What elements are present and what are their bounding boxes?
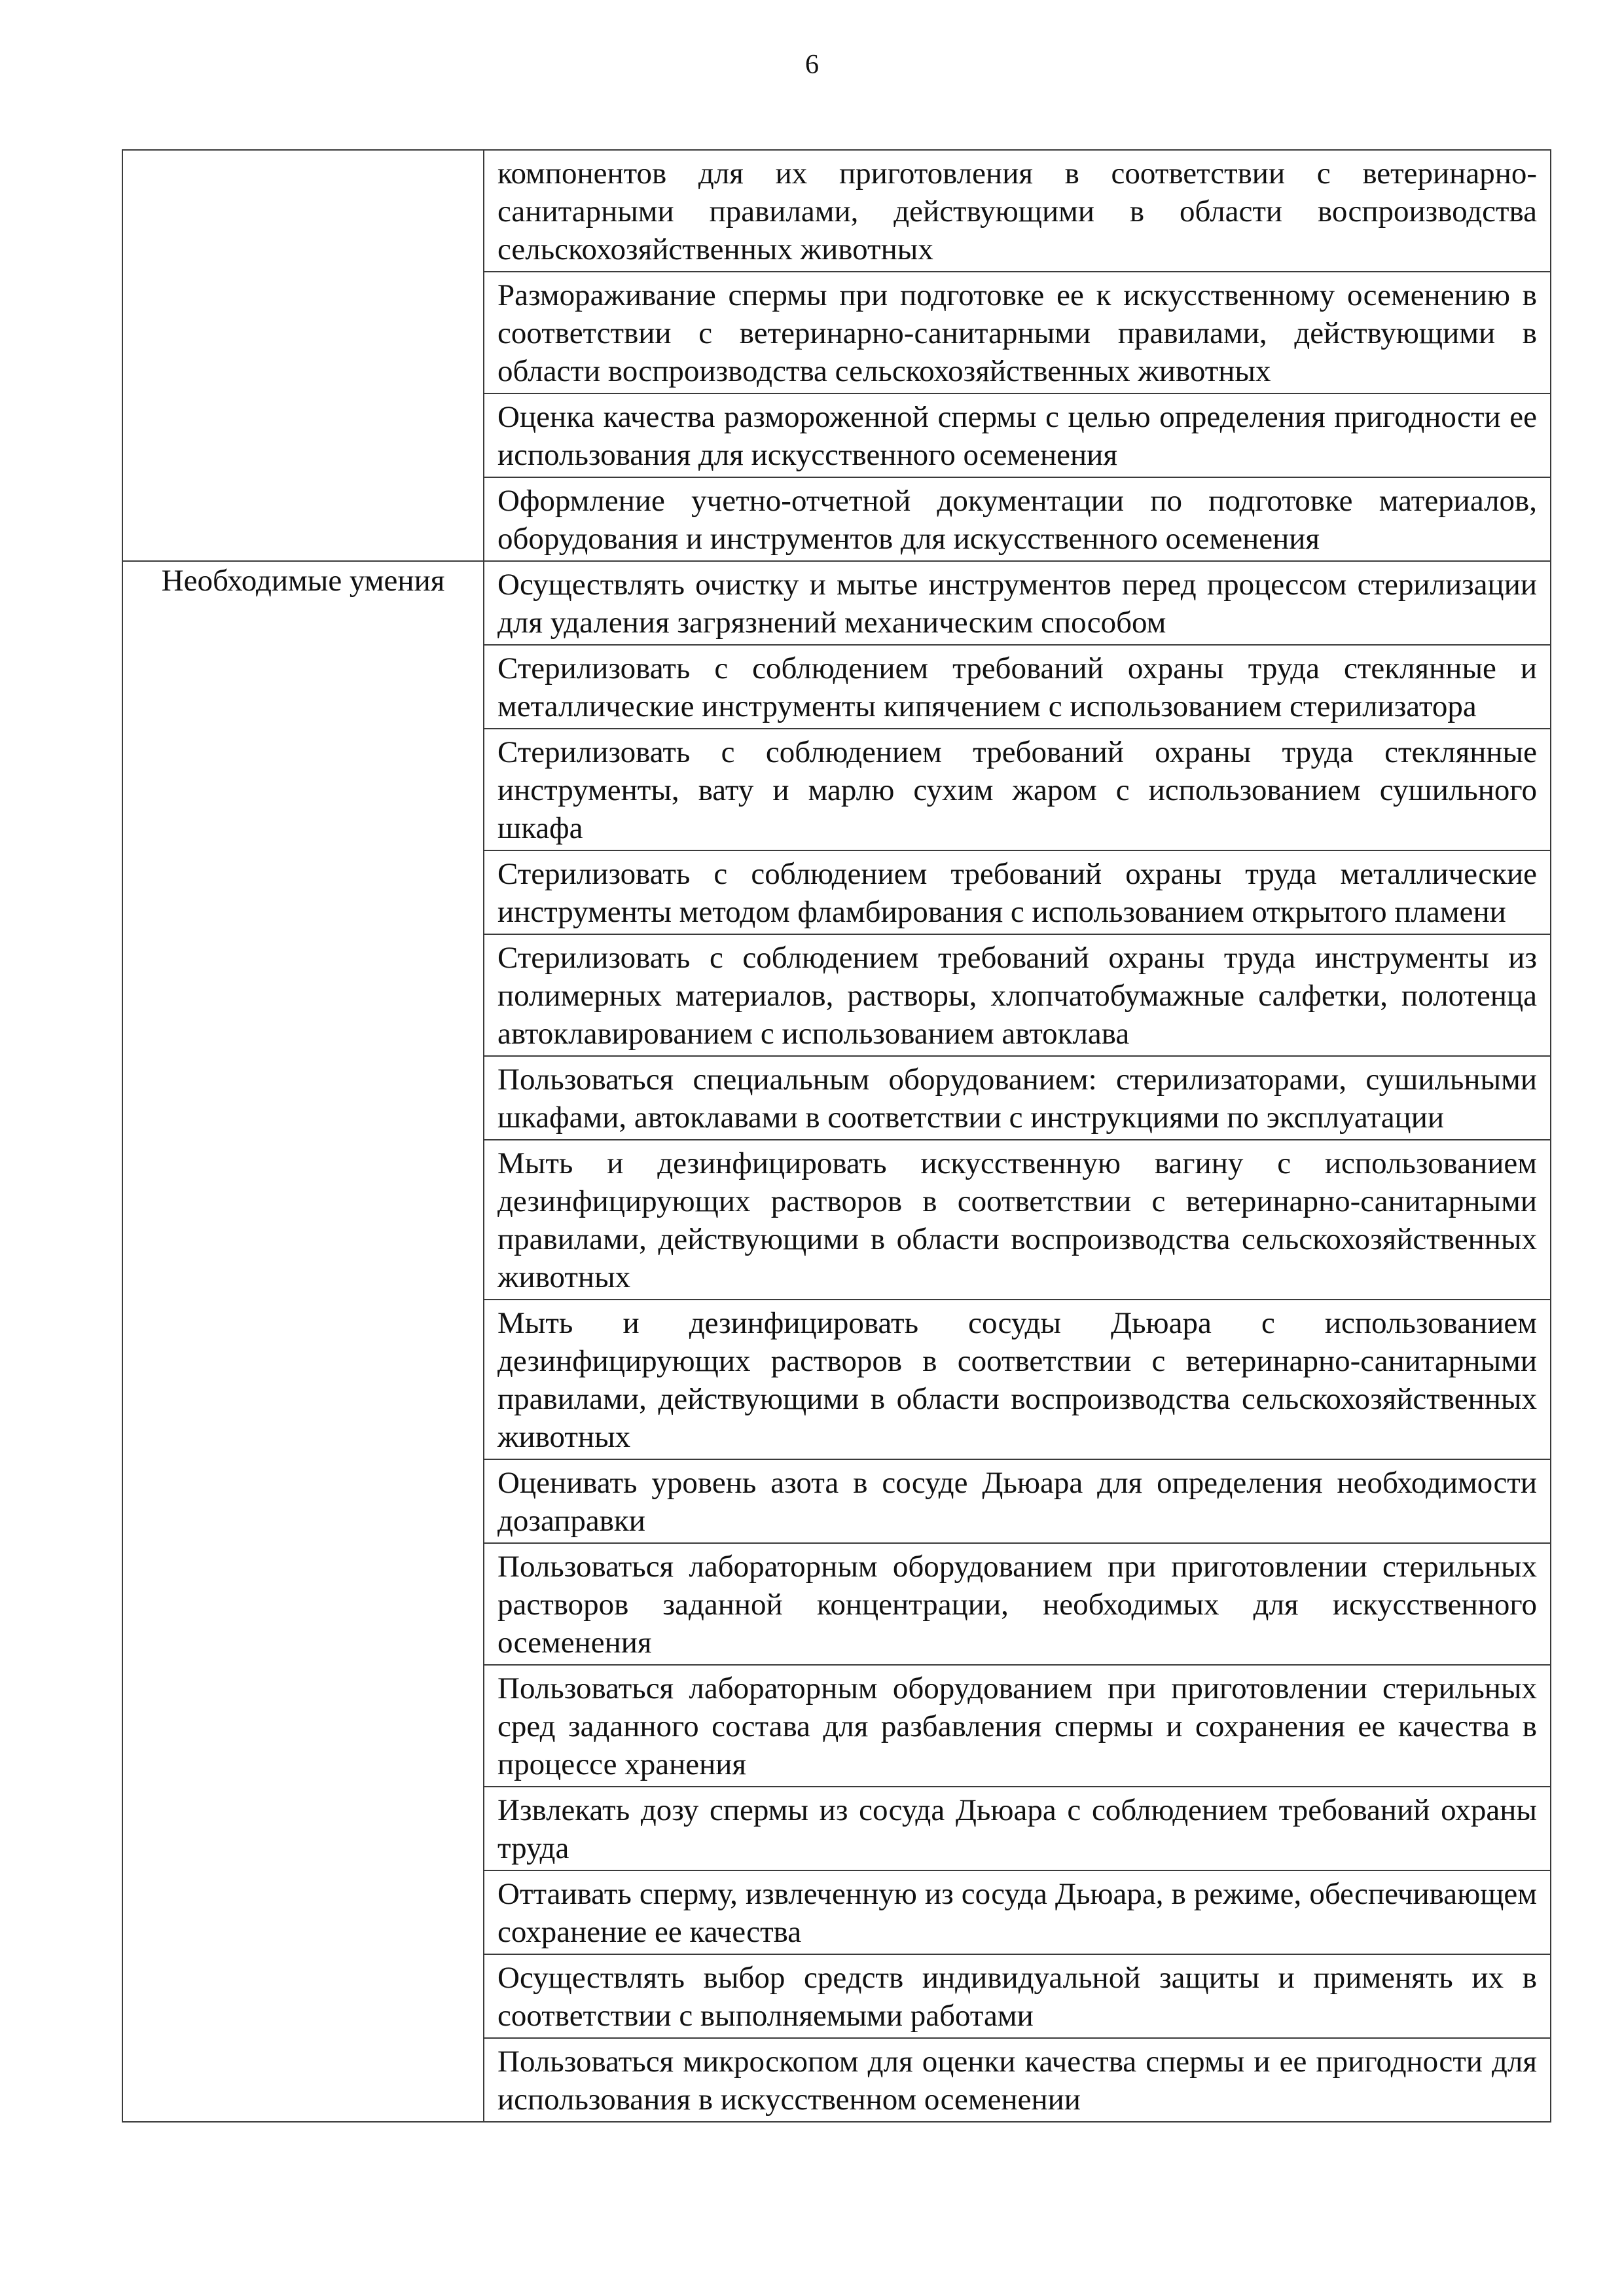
table-cell-text: компонентов для их приготовления в соответствии с ветеринарно-санитарными правилами, действующими в области воспроизводства сельскохозяйственных животных xyxy=(484,150,1551,272)
table-cell-text: Стерилизовать с соблюдением требований охраны труда металлические инструменты методом фламбирования с использованием открытого пламени xyxy=(484,850,1551,934)
table-row xyxy=(122,150,1551,272)
table-cell-text: Оценивать уровень азота в сосуде Дьюара для определения необходимости дозаправки xyxy=(484,1459,1551,1543)
table-cell-text: Пользоваться микроскопом для оценки качества спермы и ее пригодности для использования в искусственном осеменении xyxy=(484,2038,1551,2122)
table-cell-text: Стерилизовать с соблюдением требований охраны труда инструменты из полимерных материалов, растворы, хлопчатобумажные салфетки, полотенца автоклавированием с использованием автоклава xyxy=(484,934,1551,1056)
requirements-table xyxy=(122,149,1551,2123)
table-cell-text: Осуществлять очистку и мытье инструментов перед процессом стерилизации для удаления загрязнений механическим способом xyxy=(484,561,1551,645)
table-cell-text: Осуществлять выбор средств индивидуальной защиты и применять их в соответствии с выполняемыми работами xyxy=(484,1954,1551,2038)
table-cell-text: Оформление учетно-отчетной документации по подготовке материалов, оборудования и инструментов для искусственного осеменения xyxy=(484,477,1551,561)
row-label-required-skills: Необходимые умения xyxy=(122,561,484,2122)
table-cell-text: Пользоваться лабораторным оборудованием при приготовлении стерильных растворов заданной концентрации, необходимых для искусственного осеменения xyxy=(484,1543,1551,1665)
page-number: 6 xyxy=(805,50,819,80)
table-row xyxy=(122,561,1551,645)
table-cell-text: Стерилизовать с соблюдением требований охраны труда стеклянные и металлические инструменты кипячением с использованием стерилизатора xyxy=(484,645,1551,729)
row-label-continuation xyxy=(122,150,484,561)
table-cell-text: Пользоваться лабораторным оборудованием при приготовлении стерильных сред заданного состава для разбавления спермы и сохранения ее качества в процессе хранения xyxy=(484,1665,1551,1787)
table-cell-text: Мыть и дезинфицировать искусственную вагину с использованием дезинфицирующих растворов в соответствии с ветеринарно-санитарными правилами, действующими в области воспроизводства сельскохозяйственных животных xyxy=(484,1140,1551,1300)
table-cell-text: Размораживание спермы при подготовке ее к искусственному осеменению в соответствии с ветеринарно-санитарными правилами, действующими в области воспроизводства сельскохозяйственных животных xyxy=(484,272,1551,393)
table-cell-text: Оценка качества размороженной спермы с целью определения пригодности ее использования для искусственного осеменения xyxy=(484,393,1551,477)
table-cell-text: Пользоваться специальным оборудованием: стерилизаторами, сушильными шкафами, автоклавами в соответствии с инструкциями по эксплуатации xyxy=(484,1056,1551,1140)
table-cell-text: Мыть и дезинфицировать сосуды Дьюара с использованием дезинфицирующих растворов в соответствии с ветеринарно-санитарными правилами, действующими в области воспроизводства сельскохозяйственных животных xyxy=(484,1300,1551,1459)
table-cell-text: Стерилизовать с соблюдением требований охраны труда стеклянные инструменты, вату и марлю сухим жаром с использованием сушильного шкафа xyxy=(484,729,1551,850)
table-cell-text: Оттаивать сперму, извлеченную из сосуда Дьюара, в режиме, обеспечивающем сохранение ее качества xyxy=(484,1870,1551,1954)
table-cell-text: Извлекать дозу спермы из сосуда Дьюара с соблюдением требований охраны труда xyxy=(484,1787,1551,1870)
